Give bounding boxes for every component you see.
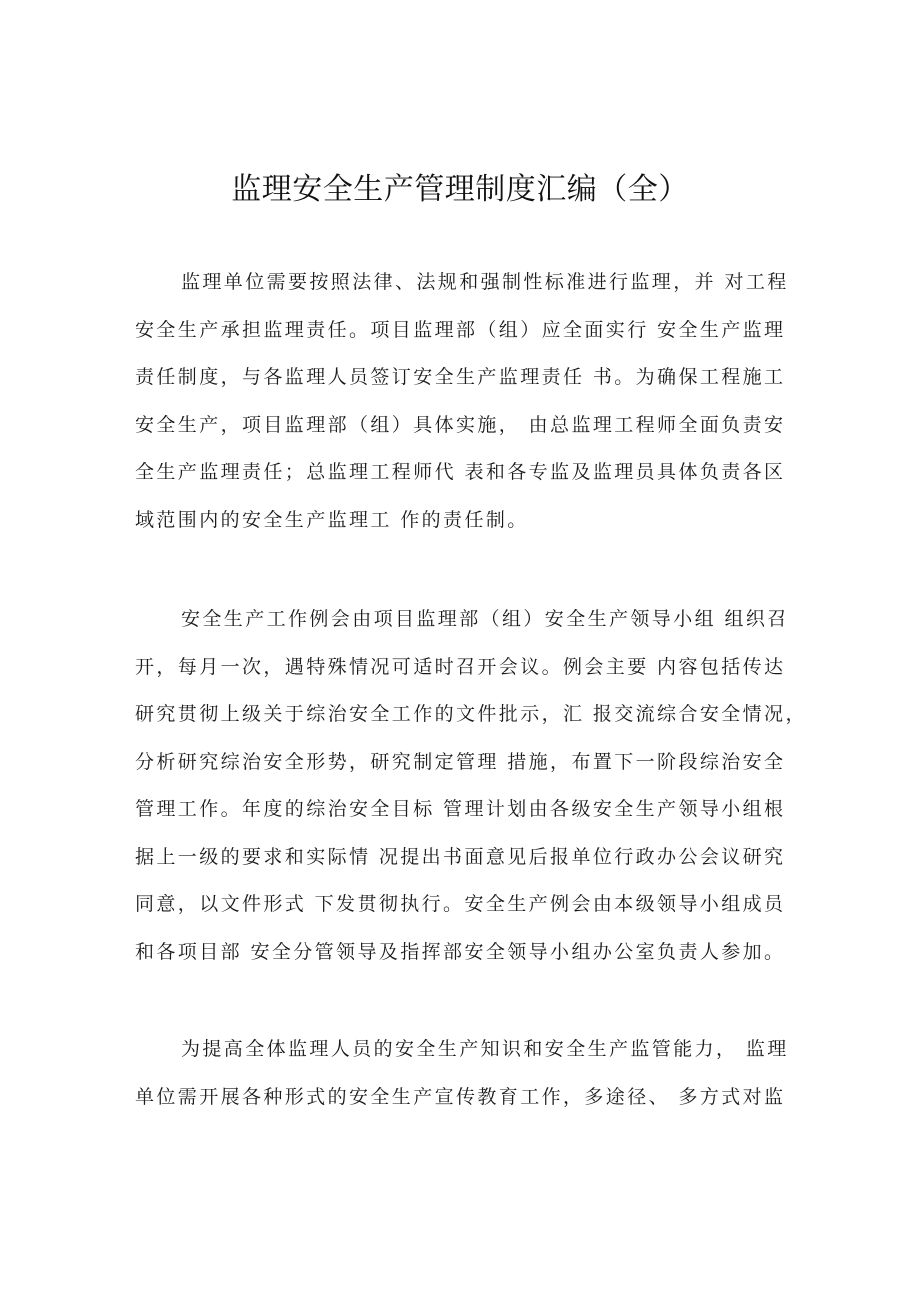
text-line: 和各项目部 安全分管领导及指挥部安全领导小组办公室负责人参加。 <box>135 940 786 963</box>
paragraph-responsibility <box>135 259 800 544</box>
paragraph-safety-education <box>135 1026 800 1121</box>
text-line: 分析研究综治安全形势，研究制定管理 措施，布置下一阶段综治安全 <box>135 750 786 773</box>
document-title: 监理安全生产管理制度汇编（全） <box>231 172 689 207</box>
text-line: 为提高全体监理人员的安全生产知识和安全生产监管能力， 监理 <box>181 1038 789 1060</box>
text-line: 域范围内的安全生产监理工 作的责任制。 <box>135 508 529 531</box>
text-line: 据上一级的要求和实际情 况提出书面意见后报单位行政办公会议研究 <box>135 845 786 868</box>
text-line: 安全生产工作例会由项目监理部（组）安全生产领导小组 组织召 <box>181 608 789 630</box>
text-line: 管理工作。年度的综治安全目标 管理计划由各级安全生产领导小组根 <box>135 798 786 820</box>
text-line: 责任制度，与各监理人员签订安全生产监理责任 书。为确保工程施工 <box>135 366 786 388</box>
text-line: 安全生产，项目监理部（组）具体实施， 由总监理工程师全面负责安 <box>135 413 786 436</box>
text-line: 监理单位需要按照法律、法规和强制性标准进行监理，并 对工程 <box>181 271 789 293</box>
text-line: 开，每月一次，遇特殊情况可适时召开会议。例会主要 内容包括传达 <box>135 655 786 678</box>
text-line: 全生产监理责任；总监理工程师代 表和各专监及监理员具体负责各区 <box>135 461 786 483</box>
text-line: 同意，以文件形式 下发贯彻执行。安全生产例会由本级领导小组成员 <box>135 893 786 915</box>
text-line: 单位需开展各种形式的安全生产宣传教育工作，多途径、 多方式对监 <box>135 1085 786 1108</box>
text-line: 研究贯彻上级关于综治安全工作的文件批示，汇 报交流综合安全情况， <box>135 703 807 725</box>
text-line: 安全生产承担监理责任。项目监理部（组）应全面实行 安全生产监理 <box>135 318 786 341</box>
paragraph-safety-meeting <box>135 596 807 976</box>
